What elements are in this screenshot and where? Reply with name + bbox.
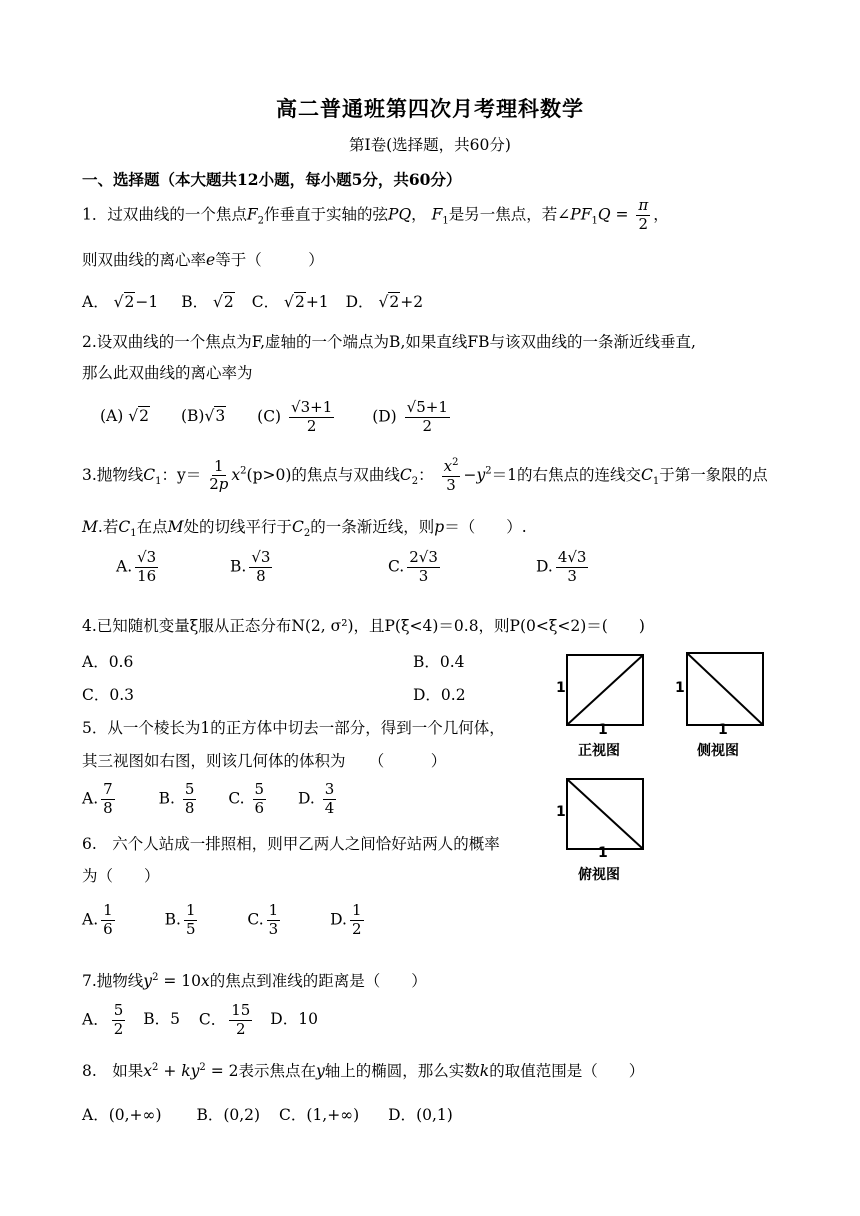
option-c: (C) $\frac{√3+1}{2}$ [257,398,333,435]
side-view-label: 侧视图 [697,743,739,759]
question-4-stem: 4.已知随机变量ξ服从正态分布N(2, σ²)，且P(ξ<4)＝0.8，则P(0<ξ<2)＝( ) [82,617,645,635]
question-6-options [82,903,367,938]
option-d: D. $\frac{1}{2}$ [330,901,362,938]
option-d: (D) $\frac{√5+1}{2}$ [372,398,448,435]
top-view-label: 俯视图 [578,867,620,883]
question-6-line2: 为（ ） [82,867,160,885]
option-c: C． $\frac{15}{2}$ [198,1001,251,1038]
side-view-dim-horizontal: 1 [718,722,728,738]
question-5-options [82,782,339,817]
question-3-stem: 3.抛物线$C_1$：y＝ $\frac{1}{2p}$ $x^2(p>0)$的焦点与双曲线$C_2$： $\frac{x^2}{3}$ $-y^2=1$的右焦点的连线交$C_1$于第一象限的点 [82,456,768,494]
question-5-line1: 5．从一个棱长为1的正方体中切去一部分，得到一个几何体， [82,719,505,737]
page-title: 高二普通班第四次月考理科数学 [276,96,584,121]
front-view-dim-vertical: 1 [556,680,566,696]
option-d: D. $\frac{3}{4}$ [298,780,335,817]
question-4-option-c: C．0.3 [82,686,135,704]
option-d: D．10 [270,1010,318,1029]
section-heading: 一、选择题（本大题共12小题，每小题5分，共60分） [82,170,462,189]
option-a: A. $\frac{7}{8}$ [82,780,113,817]
option-b: B． √2 [181,293,234,311]
question-1-options [82,290,423,312]
front-view-square [566,654,644,726]
option-c: C. $\frac{1}{3}$ [247,901,279,938]
option-b: (B)√3 [180,407,226,426]
top-view-dim-horizontal: 1 [598,845,608,861]
question-2-options [100,400,453,435]
option-a: A．(0,+∞) [82,1106,162,1124]
option-b: B．5 [143,1010,180,1029]
question-2-line1: 2.设双曲线的一个焦点为F,虚轴的一个端点为B,如果直线FB与该双曲线的一条渐近线垂直, [82,333,696,351]
option-a: A. $\frac{1}{6}$ [82,901,113,938]
page-subtitle: 第Ⅰ卷(选择题，共60分) [349,136,511,154]
option-b: B. $\frac{5}{8}$ [158,780,195,817]
front-view-label: 正视图 [578,743,620,759]
option-d: D． √2+2 [345,293,424,311]
question-4-option-b: B．0.4 [413,653,465,671]
question-3-option-b: B. $\frac{√3}{8}$ [230,548,271,585]
question-4-option-a: A．0.6 [82,653,134,671]
question-3-option-a: A. $\frac{√3}{16}$ [116,548,157,585]
top-view-square [566,778,644,850]
question-6-line1: 6. 六个人站成一排照相，则甲乙两人之间恰好站两人的概率 [82,835,500,853]
question-1-stem: 1．过双曲线的一个焦点$F_2$作垂直于实轴的弦PQ， $F_1$是另一焦点，若$\angle PF_1Q$ = $\frac{\pi}{2}$ ， [82,196,669,233]
question-3-option-d: D. $\frac{4√3}{3}$ [536,548,587,585]
side-view-square [686,652,764,726]
option-c: C．(1,+∞) [279,1106,360,1124]
question-5-line2: 其三视图如右图，则该几何体的体积为 （ ） [82,752,447,770]
question-7-stem: 7.抛物线$y^2 = 10x$的焦点到准线的距离是（ ） [82,971,427,990]
question-8-stem: 8. 如果$x^2 + ky^2 = 2$表示焦点在y轴上的椭圆，那么实数k的取值范围是（ ） [82,1061,645,1080]
question-1-line2: 则双曲线的离心率e等于（ ） [82,251,324,269]
top-view-diagonal [568,780,642,848]
option-a: (A) √2 [100,407,149,426]
question-3-option-c: C. $\frac{2√3}{3}$ [388,548,438,585]
top-view-dim-vertical: 1 [556,804,566,820]
option-d: D．(0,1) [388,1106,453,1124]
question-3-line2: M.若$C_1$在点M处的切线平行于$C_2$的一条渐近线，则p＝（ ）. [82,518,527,540]
question-2-line2: 那么此双曲线的离心率为 [82,364,253,382]
option-a: A． √2−1 [82,293,159,311]
option-a: A． $\frac{5}{2}$ [82,1001,124,1038]
front-view-dim-horizontal: 1 [598,722,608,738]
side-view-dim-vertical: 1 [675,680,685,696]
question-7-options [82,1003,318,1038]
side-view-diagonal [688,654,762,724]
option-c: C. $\frac{5}{6}$ [228,780,265,817]
question-4-option-d: D．0.2 [413,686,466,704]
option-c: C． √2+1 [251,293,329,311]
option-b: B. $\frac{1}{5}$ [164,901,196,938]
option-b: B．(0,2) [196,1106,261,1124]
front-view-diagonal [568,656,642,724]
question-8-options [82,1103,453,1125]
